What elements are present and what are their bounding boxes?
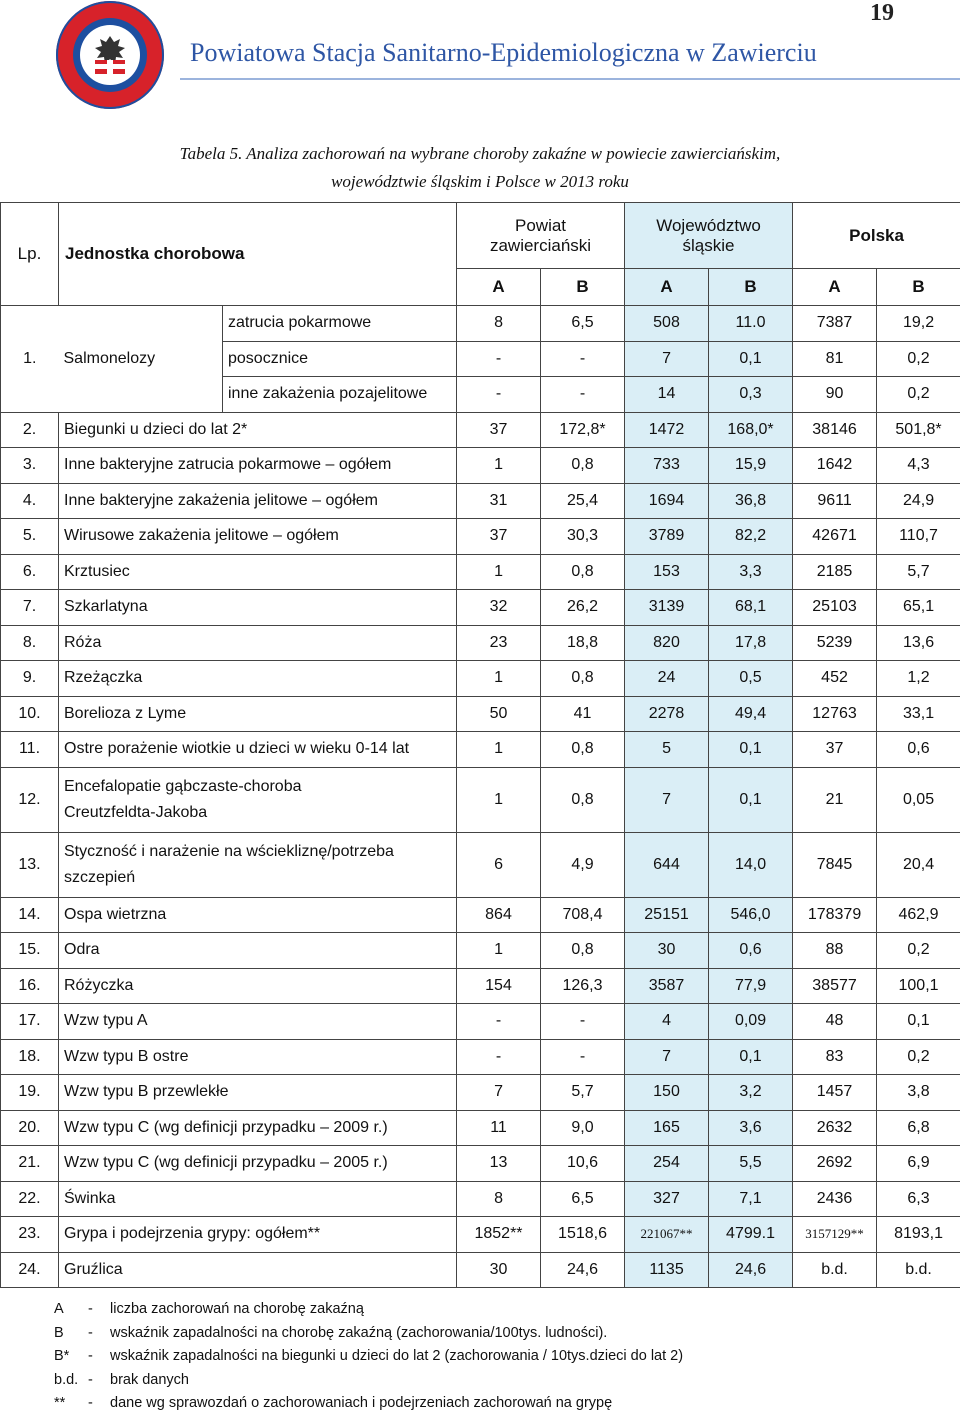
row-disease-name: Świnka [59,1181,457,1217]
row-value: 24,9 [877,483,960,519]
row-disease-name: Ospa wietrzna [59,897,457,933]
row-value: 5 [625,732,709,768]
row-value: 1 [457,448,541,484]
row-value: 90 [793,377,877,413]
row-value: 12763 [793,696,877,732]
row-value: 30 [625,933,709,969]
row-value: 2278 [625,696,709,732]
legend-dash: - [88,1369,110,1393]
row-disease-name: Wirusowe zakażenia jelitowe – ogółem [59,519,457,555]
row-lp: 21. [1,1146,59,1182]
row-value: 88 [793,933,877,969]
legend-text: wskaźnik zapadalności na biegunki u dzieci do lat 2 (zachorowania / 10tys.dzieci do lat 2) [110,1345,683,1369]
header-woj-line2: śląskie [630,236,787,256]
table-row [1,832,960,897]
row-value: 2185 [793,554,877,590]
row-value: 0,8 [541,732,625,768]
row-value: 2436 [793,1181,877,1217]
row-value: 2692 [793,1146,877,1182]
header-sub-0: A [457,269,541,306]
row-lp: 20. [1,1110,59,1146]
row-value: 8 [457,306,541,342]
legend-text: liczba zachorowań na chorobę zakaźną [110,1298,364,1322]
caption-line-2: województwie śląskim i Polsce w 2013 roku [0,168,960,196]
row-disease-name: Wzw typu A [59,1004,457,1040]
row-disease-name: Inne bakteryjne zatrucia pokarmowe – ogółem [59,448,457,484]
row-value: 65,1 [877,590,960,626]
row-value: 1 [457,767,541,832]
row-value: 7845 [793,832,877,897]
legend-dash: - [88,1298,110,1322]
row-value: 14,0 [709,832,793,897]
legend-dash: - [88,1322,110,1346]
header-lp: Lp. [1,203,59,306]
header-sub-1: B [541,269,625,306]
row-lp: 16. [1,968,59,1004]
row-value: b.d. [793,1252,877,1288]
row-value: 26,2 [541,590,625,626]
row-value: 3139 [625,590,709,626]
table-row [1,933,960,969]
row-lp: 6. [1,554,59,590]
row-value: 3157129** [793,1217,877,1253]
row-value: 0,8 [541,661,625,697]
row-value: 81 [793,341,877,377]
row-value: 254 [625,1146,709,1182]
table-row [1,897,960,933]
row-value: 501,8* [877,412,960,448]
row-value: 8193,1 [877,1217,960,1253]
row-disease-name: Rzeżączka [59,661,457,697]
row-value: - [457,1004,541,1040]
legend-item [54,1345,683,1369]
row-value: - [457,341,541,377]
row-value: 7387 [793,306,877,342]
row-disease-name: Ostre porażenie wiotkie u dzieci w wieku 0-14 lat [59,732,457,768]
legend-key: ** [54,1392,88,1416]
row-value: 1 [457,661,541,697]
row-value: b.d. [877,1252,960,1288]
row-lp: 17. [1,1004,59,1040]
row-disease-name: Róża [59,625,457,661]
table-caption [0,140,960,196]
row-value: 6,3 [877,1181,960,1217]
table-row [1,1039,960,1075]
row-value: 77,9 [709,968,793,1004]
table-row [1,448,960,484]
row-lp: 10. [1,696,59,732]
row-value: 0,2 [877,1039,960,1075]
row-value: 1135 [625,1252,709,1288]
table-row [1,625,960,661]
legend-item [54,1298,683,1322]
legend-text: dane wg sprawozdań o zachorowaniach i podejrzeniach zachorowań na grypę [110,1392,612,1416]
row-value: 5,5 [709,1146,793,1182]
row-subtype-name: inne zakażenia pozajelitowe [223,377,457,413]
row-value: 20,4 [877,832,960,897]
row-value: 48 [793,1004,877,1040]
row-value: 7 [625,341,709,377]
row-value: 1457 [793,1075,877,1111]
header-powiat-line2: zawierciański [462,236,619,256]
row-value: 7 [457,1075,541,1111]
row-value: 15,9 [709,448,793,484]
legend-text: brak danych [110,1369,189,1393]
row-value: 150 [625,1075,709,1111]
row-value: 37 [457,412,541,448]
row-value: - [541,1039,625,1075]
table-row [1,1110,960,1146]
row-value: 6,5 [541,1181,625,1217]
row-disease-name: Salmonelozy [59,306,223,413]
row-value: 0,1 [709,341,793,377]
row-value: 6,9 [877,1146,960,1182]
row-value: 0,8 [541,767,625,832]
row-value: 153 [625,554,709,590]
row-value: 1642 [793,448,877,484]
row-value: 50 [457,696,541,732]
disease-table [0,202,960,1288]
row-disease-name: Gruźlica [59,1252,457,1288]
row-value: 3,8 [877,1075,960,1111]
row-value: 165 [625,1110,709,1146]
header-powiat [457,203,625,269]
row-value: - [457,377,541,413]
legend-dash: - [88,1392,110,1416]
row-value: 30 [457,1252,541,1288]
row-value: 3,6 [709,1110,793,1146]
row-disease-name: Różyczka [59,968,457,1004]
header-sub-3: B [709,269,793,306]
row-lp: 4. [1,483,59,519]
row-lp: 19. [1,1075,59,1111]
row-value: 8 [457,1181,541,1217]
row-value: 0,05 [877,767,960,832]
row-value: 508 [625,306,709,342]
row-value: 5,7 [877,554,960,590]
row-value: 864 [457,897,541,933]
row-value: 25151 [625,897,709,933]
row-value: 0,6 [709,933,793,969]
row-value: 42671 [793,519,877,555]
row-value: 2632 [793,1110,877,1146]
row-disease-name: Styczność i narażenie na wściekliznę/potrzeba szczepień [59,832,457,897]
row-subtype-name: posocznice [223,341,457,377]
row-value: 327 [625,1181,709,1217]
row-disease-name: Szkarlatyna [59,590,457,626]
table-row [1,732,960,768]
row-value: 0,8 [541,448,625,484]
row-value: 4,3 [877,448,960,484]
legend [54,1298,683,1416]
row-disease-name: Biegunki u dzieci do lat 2* [59,412,457,448]
row-value: 3,2 [709,1075,793,1111]
legend-item [54,1392,683,1416]
row-lp: 9. [1,661,59,697]
row-value: 31 [457,483,541,519]
row-value: 0,8 [541,933,625,969]
legend-text: wskaźnik zapadalności na chorobę zakaźną (zachorowania/100tys. ludności). [110,1322,607,1346]
row-value: 0,1 [709,732,793,768]
row-lp: 14. [1,897,59,933]
row-value: 3789 [625,519,709,555]
row-value: 13,6 [877,625,960,661]
row-value: 1 [457,933,541,969]
row-lp: 2. [1,412,59,448]
row-disease-name: Borelioza z Lyme [59,696,457,732]
row-disease-name: Wzw typu B przewlekłe [59,1075,457,1111]
row-value: 452 [793,661,877,697]
legend-item [54,1369,683,1393]
row-value: - [541,341,625,377]
row-value: - [457,1039,541,1075]
row-disease-name: Krztusiec [59,554,457,590]
table-row [1,767,960,832]
row-value: 21 [793,767,877,832]
row-value: 0,8 [541,554,625,590]
table-row [1,1146,960,1182]
row-value: 23 [457,625,541,661]
row-value: 5,7 [541,1075,625,1111]
row-lp: 22. [1,1181,59,1217]
header-sub-2: A [625,269,709,306]
row-value: 68,1 [709,590,793,626]
row-value: 17,8 [709,625,793,661]
table-row [1,519,960,555]
table-row [1,1075,960,1111]
row-lp: 3. [1,448,59,484]
legend-key: A [54,1298,88,1322]
header-sub-5: B [877,269,960,306]
row-lp: 23. [1,1217,59,1253]
row-value: 708,4 [541,897,625,933]
row-value: 38577 [793,968,877,1004]
row-disease-name: Encefalopatie gąbczaste-choroba Creutzfeldta-Jakoba [59,767,457,832]
row-value: 41 [541,696,625,732]
row-value: 100,1 [877,968,960,1004]
row-value: 5239 [793,625,877,661]
table-row [1,1004,960,1040]
row-value: 0,2 [877,377,960,413]
row-value: 36,8 [709,483,793,519]
row-value: 19,2 [877,306,960,342]
row-disease-name: Odra [59,933,457,969]
row-value: 82,2 [709,519,793,555]
row-value: 168,0* [709,412,793,448]
table-row [1,554,960,590]
legend-dash: - [88,1345,110,1369]
header-wojewodztwo [625,203,793,269]
row-lp: 13. [1,832,59,897]
page-number: 19 [870,0,894,27]
row-value: 733 [625,448,709,484]
row-value: 1 [457,554,541,590]
row-value: 30,3 [541,519,625,555]
row-value: 172,8* [541,412,625,448]
row-value: 4,9 [541,832,625,897]
row-value: 0,1 [877,1004,960,1040]
row-value: 6,5 [541,306,625,342]
row-value: 24,6 [541,1252,625,1288]
row-value: 0,2 [877,341,960,377]
row-value: 18,8 [541,625,625,661]
row-value: 11 [457,1110,541,1146]
row-value: 4 [625,1004,709,1040]
row-value: 25103 [793,590,877,626]
row-value: 7,1 [709,1181,793,1217]
table-row [1,1217,960,1253]
legend-key: B* [54,1345,88,1369]
row-value: 49,4 [709,696,793,732]
row-value: 462,9 [877,897,960,933]
row-value: 9611 [793,483,877,519]
legend-item [54,1322,683,1346]
row-value: 3587 [625,968,709,1004]
row-value: 1 [457,732,541,768]
row-value: 1,2 [877,661,960,697]
row-value: 0,1 [709,767,793,832]
header-rule [180,78,960,80]
row-disease-name: Wzw typu C (wg definicji przypadku – 2005 r.) [59,1146,457,1182]
row-value: 820 [625,625,709,661]
legend-key: B [54,1322,88,1346]
row-value: 0,3 [709,377,793,413]
row-lp: 12. [1,767,59,832]
table-row [1,590,960,626]
row-disease-name: Wzw typu C (wg definicji przypadku – 2009 r.) [59,1110,457,1146]
header-disease: Jednostka chorobowa [59,203,457,306]
row-value: 0,09 [709,1004,793,1040]
table-row [1,1181,960,1217]
row-lp: 15. [1,933,59,969]
header-powiat-line1: Powiat [462,216,619,236]
row-value: 37 [457,519,541,555]
table-row [1,1252,960,1288]
row-value: 4799.1 [709,1217,793,1253]
row-disease-name: Wzw typu B ostre [59,1039,457,1075]
row-value: 9,0 [541,1110,625,1146]
row-value: 7 [625,767,709,832]
row-value: 1852** [457,1217,541,1253]
row-value: - [541,1004,625,1040]
inspekcja-sanitarna-logo [55,0,165,110]
row-value: - [541,377,625,413]
row-value: 25,4 [541,483,625,519]
row-value: 13 [457,1146,541,1182]
table-row [1,968,960,1004]
header-polska: Polska [793,203,960,269]
row-value: 154 [457,968,541,1004]
row-value: 7 [625,1039,709,1075]
table-row [1,412,960,448]
row-value: 14 [625,377,709,413]
row-value: 178379 [793,897,877,933]
table-row [1,661,960,697]
row-value: 3,3 [709,554,793,590]
row-value: 1694 [625,483,709,519]
row-value: 221067** [625,1217,709,1253]
row-lp: 24. [1,1252,59,1288]
row-value: 11.0 [709,306,793,342]
row-value: 0,1 [709,1039,793,1075]
row-subtype-name: zatrucia pokarmowe [223,306,457,342]
row-value: 6 [457,832,541,897]
row-lp: 5. [1,519,59,555]
row-lp: 18. [1,1039,59,1075]
row-disease-name: Inne bakteryjne zakażenia jelitowe – ogółem [59,483,457,519]
row-value: 0,5 [709,661,793,697]
row-lp: 8. [1,625,59,661]
row-value: 1518,6 [541,1217,625,1253]
row-value: 10,6 [541,1146,625,1182]
row-value: 1472 [625,412,709,448]
row-lp: 7. [1,590,59,626]
header-title: Powiatowa Stacja Sanitarno-Epidemiologiczna w Zawierciu [190,38,817,68]
row-disease-name: Grypa i podejrzenia grypy: ogółem** [59,1217,457,1253]
row-value: 6,8 [877,1110,960,1146]
row-value: 0,2 [877,933,960,969]
table-row [1,306,960,342]
row-lp: 1. [1,306,59,413]
row-value: 37 [793,732,877,768]
row-value: 24,6 [709,1252,793,1288]
row-value: 546,0 [709,897,793,933]
row-value: 0,6 [877,732,960,768]
caption-line-1: Tabela 5. Analiza zachorowań na wybrane choroby zakaźne w powiecie zawierciańskim, [0,140,960,168]
table-row [1,696,960,732]
row-value: 126,3 [541,968,625,1004]
table-row [1,483,960,519]
row-value: 32 [457,590,541,626]
row-value: 644 [625,832,709,897]
row-value: 83 [793,1039,877,1075]
header-sub-4: A [793,269,877,306]
row-value: 33,1 [877,696,960,732]
legend-key: b.d. [54,1369,88,1393]
row-lp: 11. [1,732,59,768]
row-value: 38146 [793,412,877,448]
header-woj-line1: Województwo [630,216,787,236]
row-value: 24 [625,661,709,697]
row-value: 110,7 [877,519,960,555]
